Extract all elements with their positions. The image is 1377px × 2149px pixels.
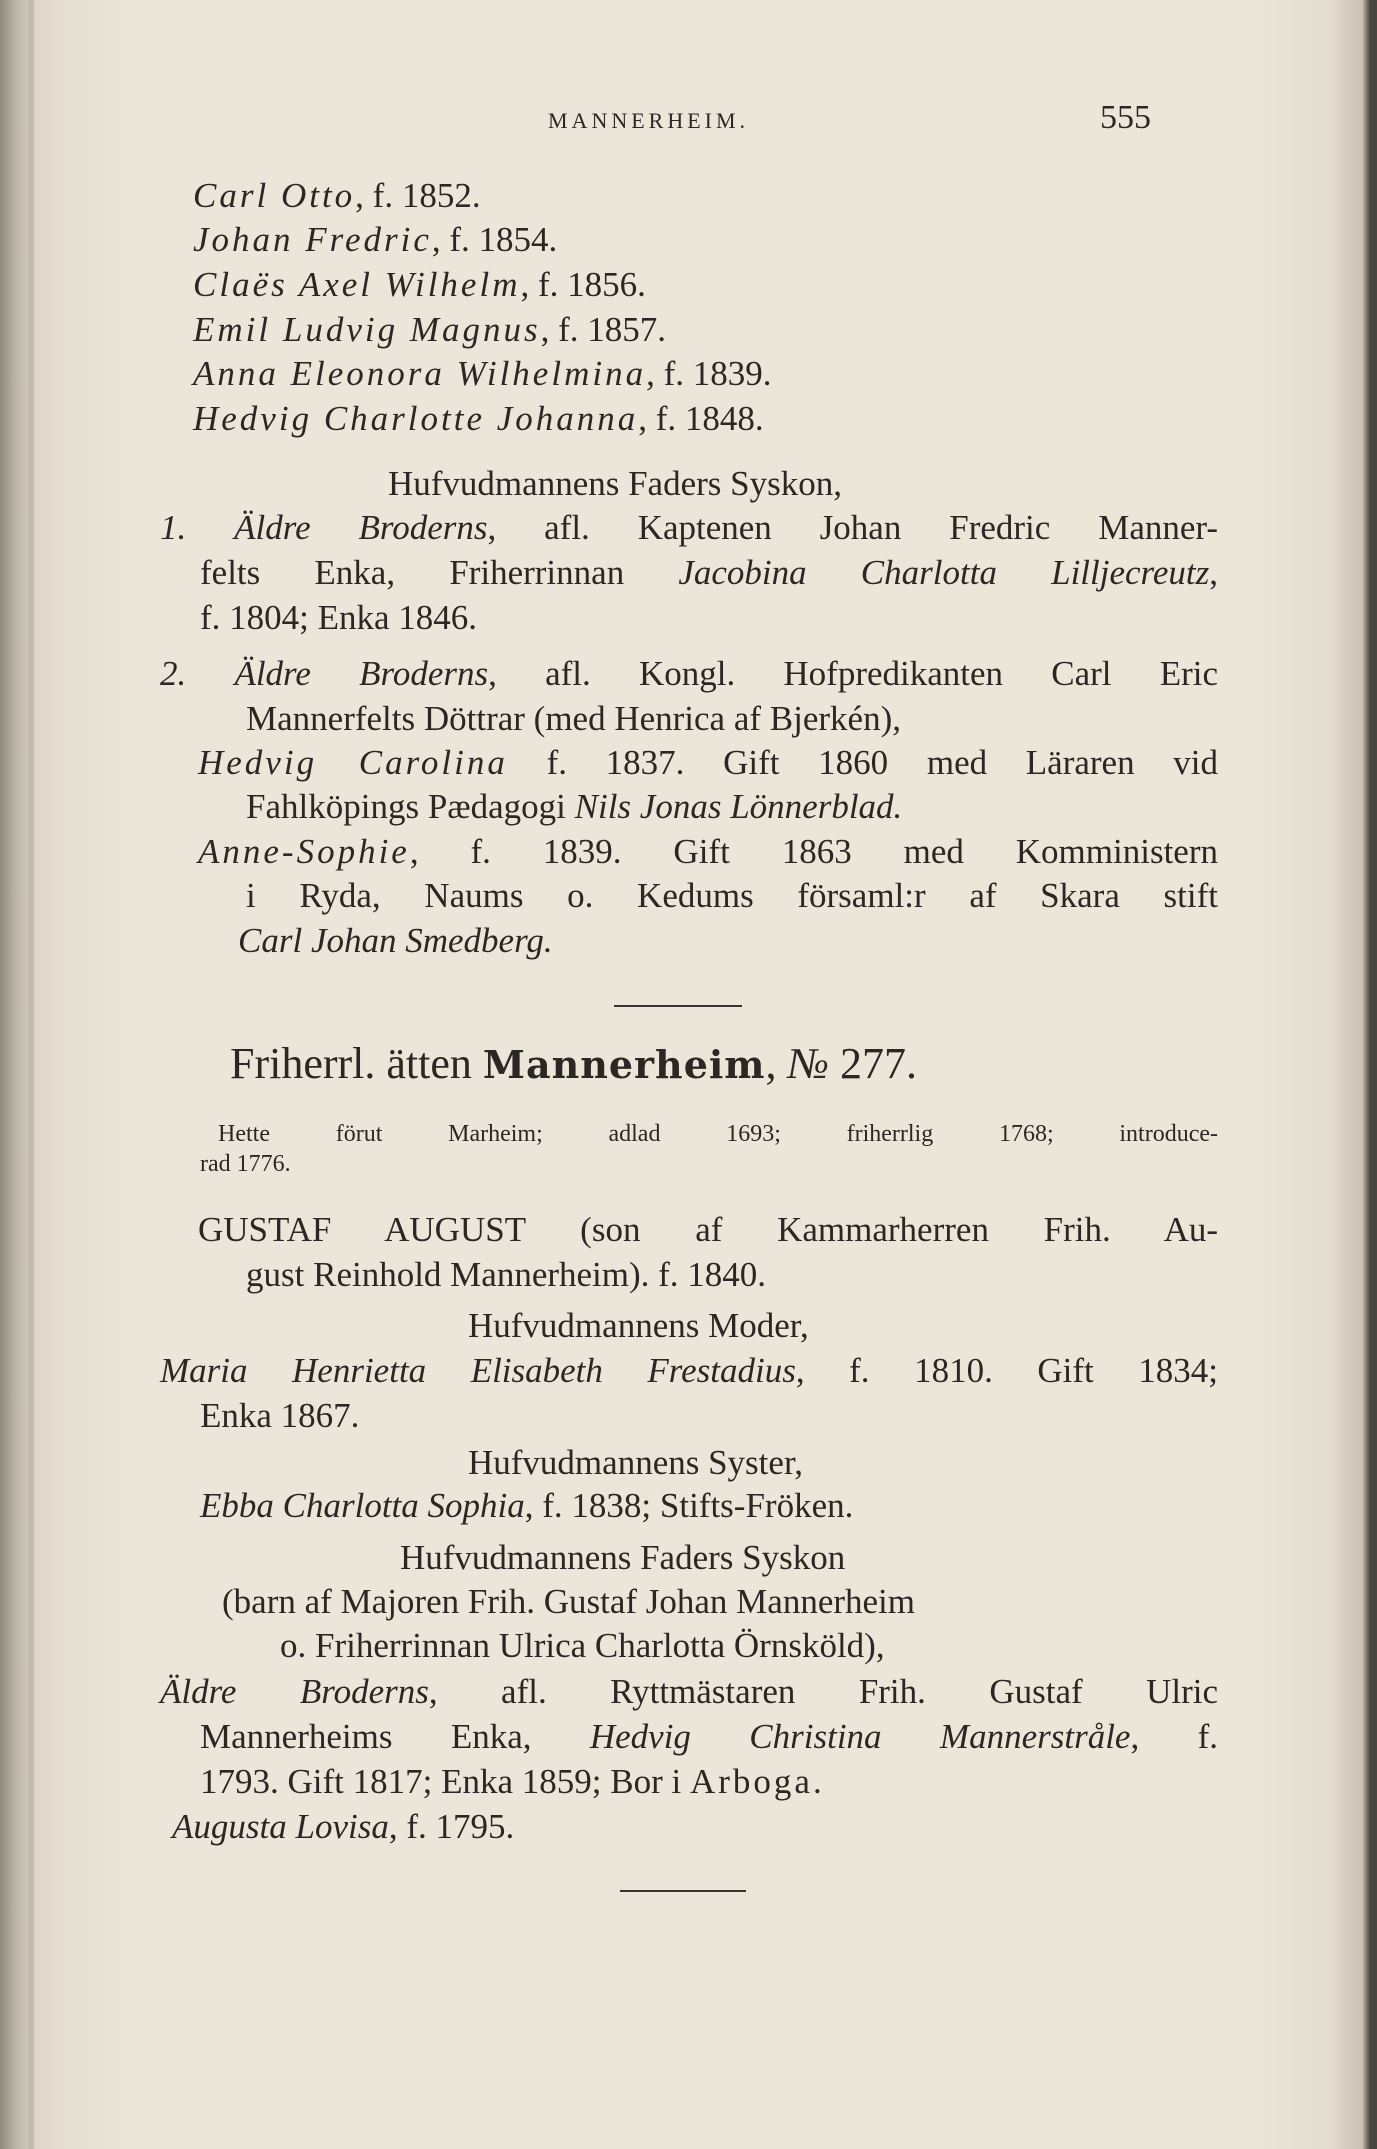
running-head: MANNERHEIM.	[548, 108, 750, 133]
family-title: Friherrl. ätten Mannerheim, № 277.	[230, 1039, 918, 1088]
section-subheading: (barn af Majoren Frih. Gustaf Johan Mannerheim	[222, 1582, 915, 1621]
child-name: Carl Otto	[193, 176, 356, 215]
entry-line: Carl Johan Smedberg.	[238, 921, 553, 960]
entry-line: Maria Henrietta Elisabeth Frestadius, f. 1810. Gift 1834;	[160, 1351, 1218, 1390]
section-subheading: o. Friherrinnan Ulrica Charlotta Örnsköld),	[280, 1626, 885, 1665]
list-item: Carl Otto, f. 1852.	[193, 176, 481, 215]
section-heading: Hufvudmannens Faders Syskon,	[388, 464, 842, 503]
child-name: Anna Eleonora Wilhelmina	[193, 354, 647, 393]
child-name: Johan Fredric	[193, 220, 432, 259]
section-heading: Hufvudmannens Faders Syskon	[400, 1538, 846, 1577]
list-item: Hedvig Charlotte Johanna, f. 1848.	[193, 399, 764, 438]
section-divider	[620, 1890, 746, 1892]
section-heading: Hufvudmannens Syster,	[468, 1443, 803, 1482]
entry-line: Hedvig Carolina f. 1837. Gift 1860 med Läraren vid	[198, 743, 1218, 782]
entry-line: Augusta Lovisa, f. 1795.	[172, 1807, 515, 1846]
entry-line: GUSTAF AUGUST (son af Kammarherren Frih. Au-	[198, 1210, 1218, 1249]
list-item: Emil Ludvig Magnus, f. 1857.	[193, 310, 667, 349]
entry-line: Mannerfelts Döttrar (med Henrica af Bjerkén),	[246, 699, 901, 738]
family-note: rad 1776.	[200, 1151, 291, 1177]
entry-line: Fahlköpings Pædagogi Nils Jonas Lönnerblad.	[246, 787, 903, 826]
entry-line: Enka 1867.	[200, 1396, 360, 1435]
list-item: Johan Fredric, f. 1854.	[193, 220, 558, 259]
child-name: Claës Axel Wilhelm	[193, 265, 521, 304]
family-note: Hette förut Marheim; adlad 1693; friherrlig 1768; introduce-	[218, 1121, 1218, 1147]
child-name: Emil Ludvig Magnus	[193, 310, 541, 349]
list-item: Claës Axel Wilhelm, f. 1856.	[193, 265, 646, 304]
entry-line: 1793. Gift 1817; Enka 1859; Bor i Arboga.	[200, 1762, 822, 1801]
entry-line: Anne-Sophie, f. 1839. Gift 1863 med Komministern	[198, 832, 1218, 871]
list-item: Anna Eleonora Wilhelmina, f. 1839.	[193, 354, 772, 393]
entry-line: felts Enka, Friherrinnan Jacobina Charlotta Lilljecreutz,	[200, 553, 1218, 592]
page-number: 555	[1100, 99, 1151, 136]
entry-line: Ebba Charlotta Sophia, f. 1838; Stifts-Fröken.	[200, 1486, 854, 1525]
entry-line: Mannerheims Enka, Hedvig Christina Mannerstråle, f.	[200, 1717, 1218, 1756]
entry-line: Äldre Broderns, afl. Ryttmästaren Frih. Gustaf Ulric	[160, 1672, 1219, 1711]
entry-line: gust Reinhold Mannerheim). f. 1840.	[246, 1255, 767, 1294]
section-divider	[614, 1005, 742, 1007]
entry-line: 2. Äldre Broderns, afl. Kongl. Hofpredikanten Carl Eric	[160, 654, 1219, 693]
entry-line: i Ryda, Naums o. Kedums församl:r af Skara stift	[246, 876, 1218, 915]
entry-line: f. 1804; Enka 1846.	[200, 598, 478, 637]
entry-line: 1. Äldre Broderns, afl. Kaptenen Johan Fredric Manner-	[160, 508, 1219, 547]
section-heading: Hufvudmannens Moder,	[468, 1306, 809, 1345]
child-name: Hedvig Charlotte Johanna	[193, 399, 639, 438]
